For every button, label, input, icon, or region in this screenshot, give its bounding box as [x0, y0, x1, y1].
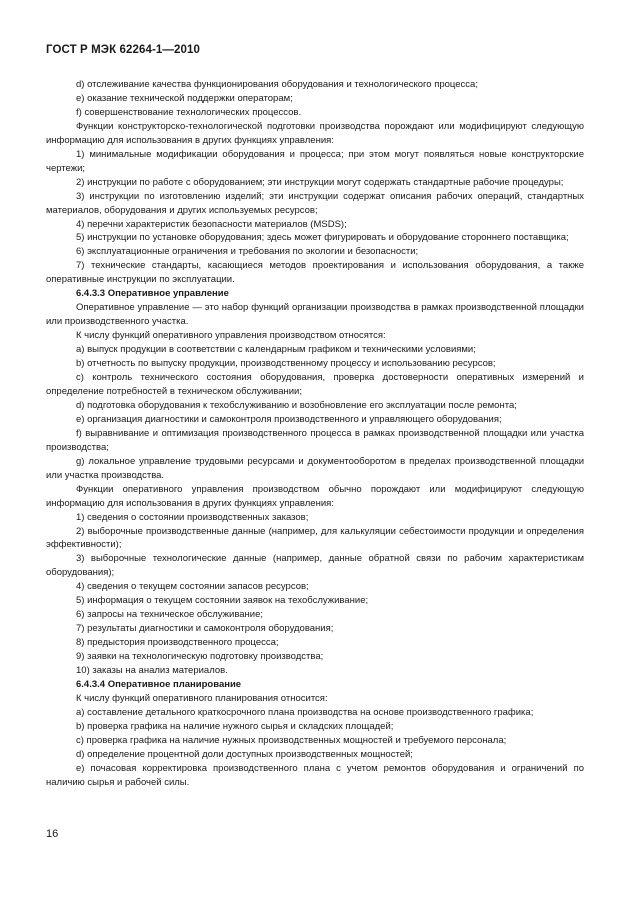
paragraph: 2) выборочные производственные данные (например, для калькуляции себестоимости продукции и определения эффективности);: [46, 525, 584, 551]
paragraph: 2) инструкции по работе с оборудованием; эти инструкции могут содержать стандартные рабочие процедуры;: [76, 176, 564, 188]
paragraph: 7) результаты диагностики и самоконтроля оборудования;: [76, 623, 334, 635]
paragraph: 3) инструкции по изготовлению изделий; эти инструкции содержат описания рабочих операций, стандартных материалов, оборудования и других используемых ресурсов;: [46, 190, 584, 216]
paragraph: 3) выборочные технологические данные (например, данные обратной связи по рабочим характеристикам оборудования);: [46, 553, 584, 579]
paragraph: К числу функций оперативного планирования относится:: [76, 692, 328, 704]
paragraph: Функции конструкторско-технологической подготовки производства порождают или модифицируют следующую информацию для использования в других функциях управления:: [46, 120, 584, 146]
paragraph: Функции оперативного управления производством обычно порождают или модифицируют следующую информацию для использования в других функциях управления:: [46, 483, 584, 509]
paragraph: a) составление детального краткосрочного плана производства на основе производственного графика;: [76, 706, 534, 718]
paragraph: e) организация диагностики и самоконтроля производственного и управляющего оборудования;: [76, 413, 502, 425]
paragraph: 8) предыстория производственного процесса;: [76, 637, 279, 649]
document-header: ГОСТ Р МЭК 62264-1—2010: [46, 44, 200, 56]
section-heading: 6.4.3.4 Оперативное планирование: [76, 678, 242, 690]
paragraph: 6) запросы на техническое обслуживание;: [76, 609, 264, 621]
paragraph: 1) сведения о состоянии производственных заказов;: [76, 511, 309, 523]
paragraph: 6) эксплуатационные ограничения и требования по экологии и безопасности;: [76, 246, 419, 258]
document-body: [46, 78, 584, 790]
paragraph: e) почасовая корректировка производственного плана с учетом ремонтов оборудования и ограничений по наличию сырья и рабочей силы.: [46, 762, 584, 788]
paragraph: 4) сведения о текущем состоянии запасов ресурсов;: [76, 581, 309, 593]
paragraph: c) контроль технического состояния оборудования, проверка достоверности оперативных измерений и определение потребностей в техническом обслуживании;: [46, 372, 584, 397]
paragraph: b) проверка графика на наличие нужного сырья и складских площадей;: [76, 720, 394, 732]
page-number: 16: [46, 828, 59, 840]
paragraph: e) оказание технической поддержки операторам;: [76, 92, 293, 104]
paragraph: 5) информация о текущем состоянии заявок на техобслуживание;: [76, 595, 369, 607]
paragraph: c) проверка графика на наличие нужных производственных мощностей и требуемого персонала;: [76, 734, 507, 746]
paragraph: d) определение процентной доли доступных производственных мощностей;: [76, 748, 413, 760]
paragraph: 5) инструкции по установке оборудования; здесь может фигурировать и оборудование стороннего поставщика;: [76, 232, 569, 244]
paragraph: b) отчетность по выпуску продукции, производственному процессу и использованию ресурсов;: [76, 358, 496, 370]
paragraph: d) подготовка оборудования к техобслуживанию и возобновление его эксплуатации после ремонта;: [76, 399, 517, 411]
paragraph: f) совершенствование технологических процессов.: [76, 106, 302, 118]
paragraph: 7) технические стандарты, касающиеся методов проектирования и использования оборудования, а также оперативные инструкции по эксплуатации.: [46, 260, 584, 286]
section-heading: 6.4.3.3 Оперативное управление: [76, 288, 229, 300]
paragraph: g) локальное управление трудовыми ресурсами и документооборотом в пределах производственной площадки или участка производства.: [46, 455, 584, 481]
paragraph: 1) минимальные модификации оборудования и процесса; при этом могут появляться новые конструкторские чертежи;: [46, 148, 584, 174]
paragraph: К числу функций оперативного управления производством относятся:: [76, 330, 386, 342]
paragraph: 4) перечни характеристик безопасности материалов (MSDS);: [76, 218, 347, 230]
paragraph: d) отслеживание качества функционирования оборудования и технологического процесса;: [76, 79, 478, 90]
paragraph: f) выравнивание и оптимизация производственного процесса в рамках производственной площадки или участка производства;: [46, 427, 584, 453]
paragraph: 10) заказы на анализ материалов.: [76, 665, 228, 677]
paragraph: Оперативное управление — это набор функций организации производства в рамках производственной площадки или производственного участка.: [46, 302, 584, 328]
paragraph: a) выпуск продукции в соответствии с календарным графиком и техническими условиями;: [76, 344, 476, 356]
paragraph: 9) заявки на технологическую подготовку производства;: [76, 651, 324, 663]
